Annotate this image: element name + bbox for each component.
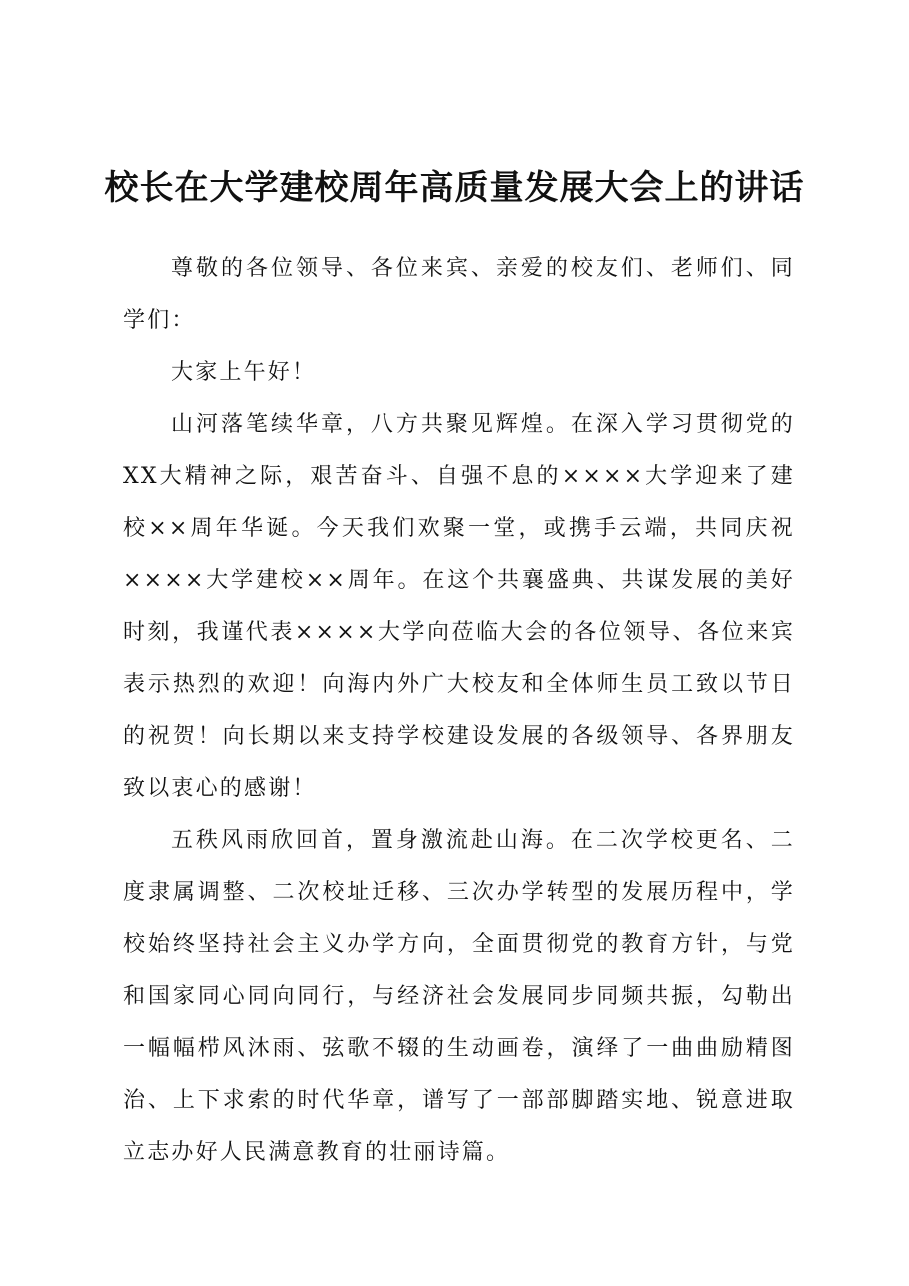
salutation-paragraph: 尊敬的各位领导、各位来宾、亲爱的校友们、老师们、同学们：	[123, 256, 795, 333]
document-title: 校长在大学建校周年高质量发展大会上的讲话	[104, 168, 805, 208]
greeting-paragraph: 大家上午好！	[171, 360, 317, 385]
body-paragraph: 五秩风雨欣回首，置身激流赴山海。在二次学校更名、二度隶属调整、二次校址迁移、三次办学转型的发展历程中，学校始终坚持社会主义办学方向，全面贯彻党的教育方针，与党和国家同心同向同行，与经济社会发展同步同频共振，勾勒出一幅幅栉风沐雨、弦歌不辍的生动画卷，演绎了一曲曲励精图治、上下求索的时代华章，谱写了一部部脚踏实地、锐意进取立志办好人民满意教育的壮丽诗篇。	[123, 828, 795, 1165]
document-body	[123, 243, 795, 1179]
body-paragraph: 山河落笔续华章，八方共聚见辉煌。在深入学习贯彻党的XX大精神之际，艰苦奋斗、自强不息的××××大学迎来了建校××周年华诞。今天我们欢聚一堂，或携手云端，共同庆祝××××大学建校××周年。在这个共襄盛典、共谋发展的美好时刻，我谨代表××××大学向莅临大会的各位领导、各位来宾表示热烈的欢迎！向海内外广大校友和全体师生员工致以节日的祝贺！向长期以来支持学校建设发展的各级领导、各界朋友致以衷心的感谢！	[123, 412, 795, 801]
